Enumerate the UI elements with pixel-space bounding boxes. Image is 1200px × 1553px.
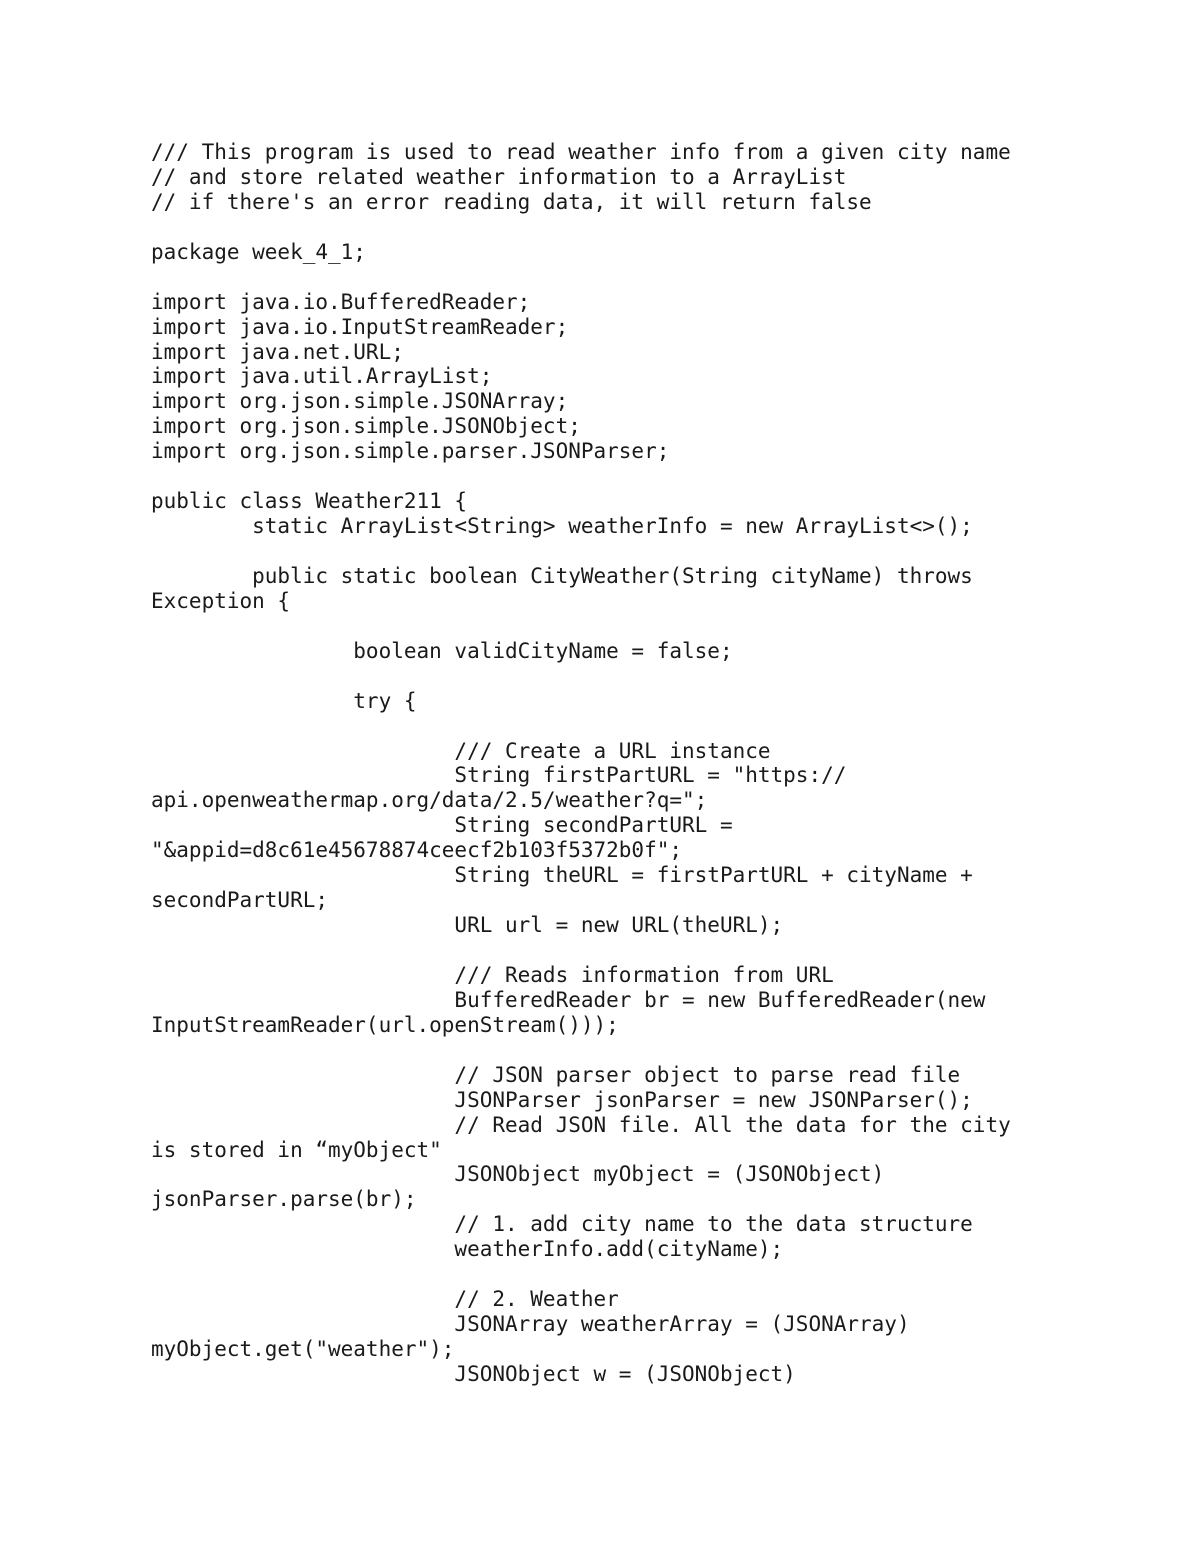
code-line: String secondPartURL = bbox=[151, 813, 733, 838]
code-line: String firstPartURL = "https:// bbox=[151, 763, 847, 788]
code-line: JSONArray weatherArray = (JSONArray) bbox=[151, 1312, 910, 1337]
code-line: // if there's an error reading data, it will return false bbox=[151, 189, 872, 214]
code-line: import org.json.simple.JSONArray; bbox=[151, 389, 569, 414]
code-line: secondPartURL; bbox=[151, 888, 329, 913]
code-line: is stored in “myObject" bbox=[151, 1137, 442, 1162]
blank-line bbox=[151, 614, 1151, 639]
code-line: import org.json.simple.parser.JSONParser; bbox=[151, 439, 670, 464]
blank-line bbox=[151, 664, 1151, 689]
code-line: public class Weather211 { bbox=[151, 489, 468, 514]
code-line: String theURL = firstPartURL + cityName + bbox=[151, 863, 973, 888]
code-line: import org.json.simple.JSONObject; bbox=[151, 414, 581, 439]
code-line: InputStreamReader(url.openStream())); bbox=[151, 1012, 619, 1037]
code-line: Exception { bbox=[151, 588, 291, 613]
code-listing bbox=[151, 140, 1151, 1387]
code-line: "&appid=d8c61e45678874ceecf2b103f5372b0f"; bbox=[151, 838, 683, 863]
code-line: api.openweathermap.org/data/2.5/weather?q="; bbox=[151, 788, 708, 813]
code-line: /// This program is used to read weather info from a given city name bbox=[151, 140, 1011, 164]
code-line: // 2. Weather bbox=[151, 1287, 619, 1312]
blank-line bbox=[151, 1038, 1151, 1063]
code-line: static ArrayList<String> weatherInfo = new ArrayList<>(); bbox=[151, 514, 973, 539]
code-line: JSONParser jsonParser = new JSONParser(); bbox=[151, 1087, 973, 1112]
blank-line bbox=[151, 215, 1151, 240]
code-line: import java.net.URL; bbox=[151, 339, 404, 364]
blank-line bbox=[151, 714, 1151, 739]
code-line: JSONObject w = (JSONObject) bbox=[151, 1361, 796, 1386]
code-line: // and store related weather information to a ArrayList bbox=[151, 164, 847, 189]
blank-line bbox=[151, 1262, 1151, 1287]
blank-line bbox=[151, 265, 1151, 290]
code-line: package week_4_1; bbox=[151, 239, 366, 264]
code-line: // Read JSON file. All the data for the city bbox=[151, 1112, 1011, 1137]
blank-line bbox=[151, 938, 1151, 963]
code-line: // JSON parser object to parse read file bbox=[151, 1062, 961, 1087]
code-line: /// Create a URL instance bbox=[151, 738, 771, 763]
code-line: BufferedReader br = new BufferedReader(new bbox=[151, 987, 986, 1012]
code-line: // 1. add city name to the data structure bbox=[151, 1212, 973, 1237]
code-line: myObject.get("weather"); bbox=[151, 1337, 455, 1361]
code-line: import java.io.BufferedReader; bbox=[151, 289, 531, 314]
code-line: public static boolean CityWeather(String cityName) throws bbox=[151, 563, 973, 588]
code-line: weatherInfo.add(cityName); bbox=[151, 1237, 784, 1262]
code-line: try { bbox=[151, 688, 417, 713]
code-line: boolean validCityName = false; bbox=[151, 638, 733, 663]
code-line: JSONObject myObject = (JSONObject) bbox=[151, 1162, 885, 1187]
code-line: /// Reads information from URL bbox=[151, 962, 834, 987]
code-line: URL url = new URL(theURL); bbox=[151, 913, 784, 938]
blank-line bbox=[151, 464, 1151, 489]
code-line: import java.util.ArrayList; bbox=[151, 364, 493, 389]
code-line: import java.io.InputStreamReader; bbox=[151, 314, 569, 339]
blank-line bbox=[151, 539, 1151, 564]
code-line: jsonParser.parse(br); bbox=[151, 1187, 417, 1212]
